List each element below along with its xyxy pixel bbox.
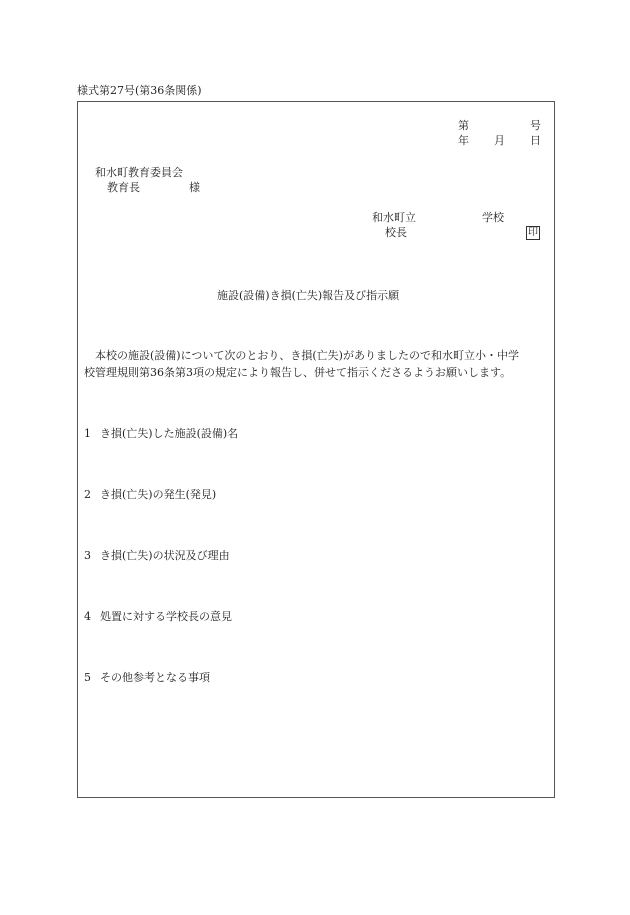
number-suffix: 号	[530, 119, 541, 132]
item-4-number: 4	[84, 610, 91, 623]
sender-school-prefix: 和水町立	[372, 211, 416, 224]
item-5-label: その他参考となる事項	[100, 671, 210, 684]
item-2-number: 2	[84, 488, 91, 501]
item-3-label: き損(亡失)の状況及び理由	[100, 549, 230, 562]
addressee-title: 教育長	[107, 181, 140, 194]
body-line-2: 校管理規則第36条第3項の規定により報告し、併せて指示くださるようお願いします。	[84, 366, 512, 379]
seal-mark-text: 印	[528, 227, 538, 238]
addressee-organization: 和水町教育委員会	[95, 166, 183, 179]
item-2-label: き損(亡失)の発生(発見)	[100, 488, 217, 501]
form-label: 様式第27号(第36条関係)	[77, 84, 202, 97]
item-4-label: 処置に対する学校長の意見	[100, 610, 232, 623]
document-title: 施設(設備)き損(亡失)報告及び指示願	[217, 289, 400, 302]
date-month: 月	[494, 134, 505, 147]
item-3-number: 3	[84, 549, 91, 562]
number-prefix: 第	[458, 119, 469, 132]
sender-principal: 校長	[385, 226, 407, 239]
sender-school-suffix: 学校	[482, 211, 504, 224]
seal-mark	[526, 225, 540, 240]
item-5-number: 5	[84, 671, 91, 684]
document-frame	[77, 101, 555, 798]
item-1-label: き損(亡失)した施設(設備)名	[100, 427, 239, 440]
addressee-honorific: 様	[189, 181, 200, 194]
body-line-1: 本校の施設(設備)について次のとおり、き損(亡失)がありましたので和水町立小・中学	[95, 349, 519, 362]
date-day: 日	[530, 134, 541, 147]
item-1-number: 1	[84, 427, 91, 440]
date-year: 年	[458, 134, 469, 147]
